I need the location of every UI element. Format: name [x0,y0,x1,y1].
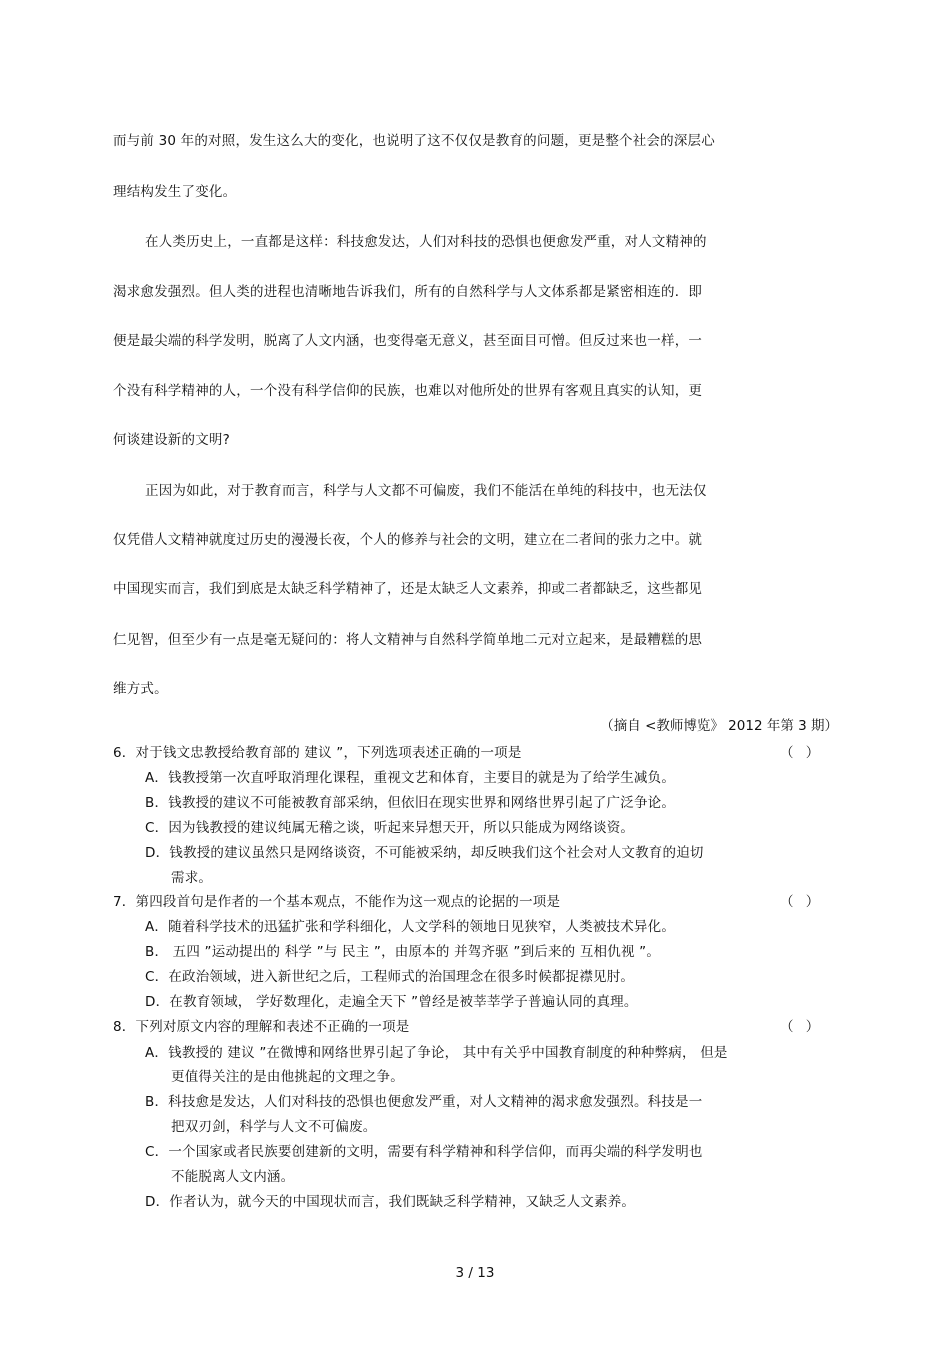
page-number: 3 / 13 [455,1265,495,1281]
question-6-option-b: B．钱教授的建议不可能被教育部采纳，但依旧在现实世界和网络世界引起了广泛争论。 [145,795,676,811]
passage-line: 仁见智，但至少有一点是毫无疑问的：将人文精神与自然科学简单地二元对立起来，是最糟糕的思 [113,632,703,648]
answer-blank-6: （ ） [780,745,824,761]
question-8-option-b: B．科技愈是发达，人们对科技的恐惧也便愈发严重，对人文精神的渴求愈发强烈。科技是一 [145,1094,703,1110]
passage-line: 便是最尖端的科学发明，脱离了人文内涵，也变得毫无意义，甚至面目可憎。但反过来也一样，一 [113,333,703,349]
passage-line: 而与前 30 年的对照，发生这么大的变化，也说明了这不仅仅是教育的问题，更是整个社会的深层心 [113,133,715,149]
question-8-option-a: A．钱教授的 建议 ”在微博和网络世界引起了争论， 其中有关乎中国教育制度的种种弊病， 但是 [145,1045,728,1061]
passage-line: 正因为如此，对于教育而言，科学与人文都不可偏废，我们不能活在单纯的科技中，也无法仅 [145,483,707,499]
question-8-option-b-cont: 把双刃剑，科学与人文不可偏废。 [171,1119,377,1135]
question-7-option-b: B． 五四 ”运动提出的 科学 ”与 民主 ”，由原本的 并驾齐驱 ”到后来的 互相仇视 ”。 [145,944,661,960]
passage-line: 仅凭借人文精神就度过历史的漫漫长夜，个人的修养与社会的文明，建立在二者间的张力之中。就 [113,532,703,548]
question-6-stem: 6．对于钱文忠教授给教育部的 建议 ”，下列选项表述正确的一项是 [113,745,522,761]
question-7-option-a: A．随着科学技术的迅猛扩张和学科细化，人文学科的领地日见狭窄，人类被技术异化。 [145,919,676,935]
answer-blank-8: （ ） [780,1019,824,1035]
passage-line: 个没有科学精神的人，一个没有科学信仰的民族，也难以对他所处的世界有客观且真实的认知，更 [113,383,703,399]
question-7-option-d: D．在教育领域， 学好数理化，走遍全天下 ”曾经是被莘莘学子普遍认同的真理。 [145,994,638,1010]
passage-line: 理结构发生了变化。 [113,184,237,200]
question-8-option-c-cont: 不能脱离人文内涵。 [171,1169,295,1185]
question-8-option-a-cont: 更值得关注的是由他挑起的文理之争。 [171,1069,404,1085]
question-8-option-d: D．作者认为，就今天的中国现状而言，我们既缺乏科学精神，又缺乏人文素养。 [145,1194,636,1210]
passage-line: 维方式。 [113,681,168,697]
question-8-option-c: C．一个国家或者民族要创建新的文明，需要有科学精神和科学信仰，而再尖端的科学发明也 [145,1144,703,1160]
question-7-stem: 7．第四段首句是作者的一个基本观点，不能作为这一观点的论据的一项是 [113,894,561,910]
question-6-option-d-cont: 需求。 [171,870,213,886]
passage-line: 渴求愈发强烈。但人类的进程也清晰地告诉我们，所有的自然科学与人文体系都是紧密相连的．即 [113,284,703,300]
answer-blank-7: （ ） [780,894,824,910]
question-6-option-c: C．因为钱教授的建议纯属无稽之谈，听起来异想天开，所以只能成为网络谈资。 [145,820,635,836]
passage-line: 在人类历史上，一直都是这样：科技愈发达，人们对科技的恐惧也便愈发严重，对人文精神的 [145,234,707,250]
question-7-option-c: C．在政治领域，进入新世纪之后，工程师式的治国理念在很多时候都捉襟见肘。 [145,969,635,985]
question-8-stem: 8．下列对原文内容的理解和表述不正确的一项是 [113,1019,410,1035]
question-6-option-a: A．钱教授第一次直呼取消理化课程，重视文艺和体育，主要目的就是为了给学生减负。 [145,770,676,786]
passage-line: 何谈建设新的文明? [113,432,230,448]
question-6-option-d: D．钱教授的建议虽然只是网络谈资，不可能被采纳，却反映我们这个社会对人文教育的迫切 [145,845,704,861]
passage-line: 中国现实而言，我们到底是太缺乏科学精神了，还是太缺乏人文素养，抑或二者都缺乏，这些都见 [113,581,703,597]
passage-source: （摘自 <教师博览》 2012 年第 3 期） [600,718,838,734]
